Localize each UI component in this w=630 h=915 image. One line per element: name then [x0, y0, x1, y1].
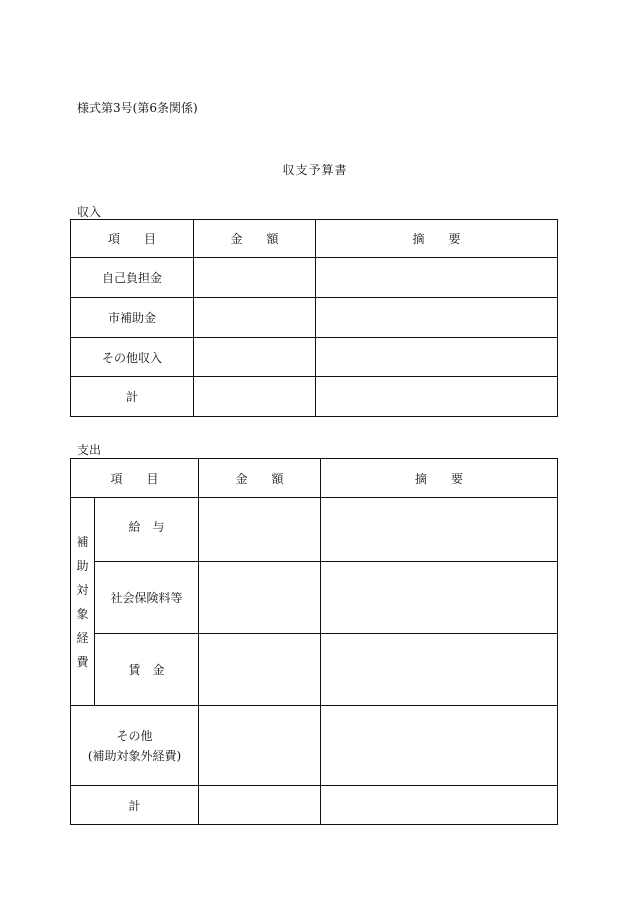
expense-group-label	[71, 498, 95, 706]
expense-group-char: 対	[76, 582, 89, 597]
income-remarks-cell[interactable]	[316, 258, 558, 298]
income-header-amount: 金 額	[194, 220, 316, 258]
table-row	[71, 498, 558, 562]
income-remarks-cell[interactable]	[316, 298, 558, 338]
income-remarks-cell[interactable]	[316, 338, 558, 377]
expense-row-label: 給 与	[95, 498, 199, 562]
expense-other-line2: (補助対象外経費)	[87, 748, 182, 763]
expense-amount-cell[interactable]	[199, 634, 321, 706]
expense-amount-cell[interactable]	[199, 562, 321, 634]
income-row-label: 市補助金	[71, 298, 194, 338]
expense-header-item: 項 目	[71, 459, 199, 498]
expense-header-amount: 金 額	[199, 459, 321, 498]
expense-remarks-cell[interactable]	[321, 706, 558, 786]
table-row	[71, 634, 558, 706]
table-row	[71, 377, 558, 417]
table-row	[71, 786, 558, 825]
income-amount-cell[interactable]	[194, 338, 316, 377]
expense-total-remarks-cell[interactable]	[321, 786, 558, 825]
income-row-label: その他収入	[71, 338, 194, 377]
expense-remarks-cell[interactable]	[321, 562, 558, 634]
income-row-label: 自己負担金	[71, 258, 194, 298]
expense-group-char: 助	[76, 558, 89, 573]
income-table	[70, 219, 558, 417]
expense-amount-cell[interactable]	[199, 498, 321, 562]
expense-total-label: 計	[71, 786, 199, 825]
form-number: 様式第3号(第6条関係)	[77, 101, 198, 115]
expense-other-line1: その他	[116, 728, 153, 743]
expense-header-row	[71, 459, 558, 498]
income-header-item: 項 目	[71, 220, 194, 258]
expense-table	[70, 458, 558, 825]
expense-header-remarks: 摘 要	[321, 459, 558, 498]
income-amount-cell[interactable]	[194, 258, 316, 298]
income-header-remarks: 摘 要	[316, 220, 558, 258]
expense-row-label: 社会保険料等	[95, 562, 199, 634]
document-title: 収支予算書	[282, 163, 348, 177]
expense-group-char: 経	[76, 630, 89, 645]
expense-other-label	[71, 706, 199, 786]
income-amount-cell[interactable]	[194, 298, 316, 338]
expense-remarks-cell[interactable]	[321, 634, 558, 706]
expense-group-char: 象	[76, 606, 89, 621]
table-row	[71, 706, 558, 786]
expense-group-char: 費	[76, 654, 89, 669]
income-header-row	[71, 220, 558, 258]
expense-remarks-cell[interactable]	[321, 498, 558, 562]
expense-row-label: 賃 金	[95, 634, 199, 706]
expense-group-char: 補	[76, 534, 89, 549]
income-section-label: 収入	[77, 205, 102, 219]
table-row	[71, 298, 558, 338]
income-total-amount-cell[interactable]	[194, 377, 316, 417]
income-total-remarks-cell[interactable]	[316, 377, 558, 417]
expense-section-label: 支出	[77, 443, 102, 457]
table-row	[71, 562, 558, 634]
table-row	[71, 338, 558, 377]
expense-amount-cell[interactable]	[199, 706, 321, 786]
income-total-label: 計	[71, 377, 194, 417]
expense-total-amount-cell[interactable]	[199, 786, 321, 825]
table-row	[71, 258, 558, 298]
